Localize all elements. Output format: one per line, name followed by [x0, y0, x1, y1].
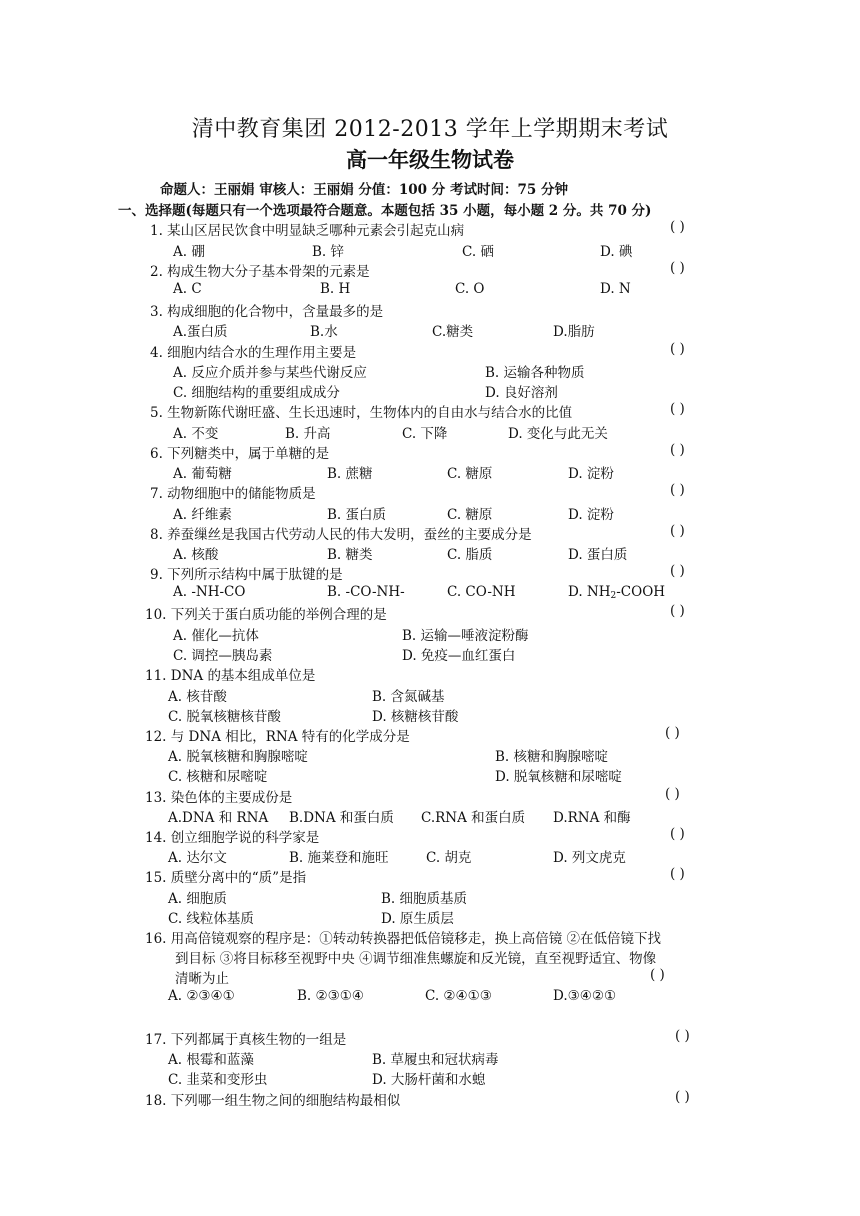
option-a: A. C	[173, 281, 202, 297]
answer-paren: ( )	[670, 219, 685, 235]
question-text: 12. 与 DNA 相比，RNA 特有的化学成分是	[145, 729, 410, 745]
option-b: B.DNA 和蛋白质	[289, 810, 394, 826]
answer-paren: ( )	[675, 1028, 690, 1044]
question-text: 15. 质壁分离中的“质”是指	[145, 870, 307, 886]
answer-paren: ( )	[670, 482, 685, 498]
option-d: D.RNA 和酶	[553, 810, 631, 826]
answer-paren: ( )	[670, 826, 685, 842]
option-d: D. 淀粉	[568, 466, 614, 482]
question-16-line-2: 到目标 ③将目标移至视野中央 ④调节细准焦螺旋和反光镜，直至视野适宜、物像	[175, 951, 657, 967]
question-text: 17. 下列都属于真核生物的一组是	[145, 1032, 347, 1048]
option-c: C. 糖原	[447, 507, 493, 523]
option-c: C. 胡克	[426, 850, 472, 866]
question-text: 2. 构成生物大分子基本骨架的元素是	[150, 264, 370, 280]
option-b: B.水	[310, 324, 338, 340]
answer-paren: ( )	[675, 1089, 690, 1105]
option-a: A. ②③④①	[168, 988, 235, 1004]
option-b: B. 运输各种物质	[485, 365, 585, 381]
question-text: 11. DNA 的基本组成单位是	[145, 668, 316, 684]
option-b: B. 草履虫和冠状病毒	[372, 1052, 499, 1068]
option-a: A. 反应介质并参与某些代谢反应	[173, 365, 367, 381]
option-b: B. 锌	[312, 244, 345, 260]
option-c: C.糖类	[432, 324, 474, 340]
option-c: C. 细胞结构的重要组成成分	[173, 385, 340, 401]
option-a: A. 葡萄糖	[173, 466, 232, 482]
option-c: C. O	[455, 281, 485, 297]
option-c: C. 脂质	[447, 547, 493, 563]
option-a: A. 硼	[173, 244, 205, 260]
question-16-line-3: 清晰为止	[175, 971, 229, 987]
option-a: A. 根霉和蓝藻	[168, 1052, 254, 1068]
option-a: A. 细胞质	[168, 891, 227, 907]
question-16-line-1: 16. 用高倍镜观察的程序是：①转动转换器把低倍镜移走，换上高倍镜 ②在低倍镜下找	[145, 931, 662, 947]
question-text: 7. 动物细胞中的储能物质是	[150, 486, 316, 502]
exam-authors-line: 命题人：王丽娟 审核人：王丽娟 分值：100 分 考试时间：75 分钟	[160, 182, 568, 198]
exam-title: 清中教育集团 2012-2013 学年上学期期末考试	[191, 117, 669, 142]
option-a: A. 催化—抗体	[173, 628, 259, 644]
option-d: D. 原生质层	[381, 911, 454, 927]
answer-paren: ( )	[670, 442, 685, 458]
option-a: A.DNA 和 RNA	[168, 810, 269, 826]
option-a: A. 核苷酸	[168, 689, 227, 705]
option-a: A. 纤维素	[173, 507, 232, 523]
option-b: B. 升高	[285, 426, 331, 442]
option-b: B. 细胞质基质	[381, 891, 468, 907]
option-d	[568, 584, 665, 601]
option-c: C. 调控—胰岛素	[173, 648, 273, 664]
option-c: C. 核糖和尿嘧啶	[168, 769, 268, 785]
option-c: C. 糖原	[447, 466, 493, 482]
option-c: C. 硒	[462, 244, 494, 260]
answer-paren: ( )	[670, 603, 685, 619]
answer-paren: ( )	[665, 725, 680, 741]
option-d: D. 大肠杆菌和水螅	[372, 1072, 486, 1088]
question-text: 6. 下列糖类中，属于单糖的是	[150, 446, 330, 462]
option-c: C. ②④①③	[425, 988, 492, 1004]
question-text: 9. 下列所示结构中属于肽键的是	[150, 567, 343, 583]
option-a: A. -NH-CO	[173, 584, 246, 600]
option-a: A.蛋白质	[173, 324, 228, 340]
question-text: 18. 下列哪一组生物之间的细胞结构最相似	[145, 1093, 401, 1109]
option-c: C. 脱氧核糖核苷酸	[168, 709, 281, 725]
option-b: B. ②③①④	[297, 988, 364, 1004]
option-d: D. 淀粉	[568, 507, 614, 523]
answer-paren: ( )	[665, 786, 680, 802]
option-d: D. 蛋白质	[568, 547, 628, 563]
option-d: D. 碘	[600, 244, 633, 260]
option-d-main: D. NH	[568, 584, 611, 600]
option-a: A. 达尔文	[168, 850, 227, 866]
option-d: D. 变化与此无关	[508, 426, 608, 442]
option-d: D. 免疫—血红蛋白	[402, 648, 516, 664]
option-d-tail: -COOH	[616, 584, 666, 600]
option-b: B. -CO-NH-	[327, 584, 405, 600]
question-text: 10. 下列关于蛋白质功能的举例合理的是	[145, 607, 387, 623]
option-d: D.③④②①	[553, 988, 617, 1004]
answer-paren: ( )	[670, 401, 685, 417]
option-c: C. CO-NH	[447, 584, 516, 600]
exam-subtitle: 高一年级生物试卷	[346, 147, 514, 172]
question-text: 1. 某山区居民饮食中明显缺乏哪种元素会引起克山病	[150, 223, 465, 239]
answer-paren: ( )	[650, 967, 665, 983]
option-d: D. 良好溶剂	[485, 385, 558, 401]
option-c: C. 线粒体基质	[168, 911, 254, 927]
question-text: 4. 细胞内结合水的生理作用主要是	[150, 345, 357, 361]
subscript: 2	[610, 591, 617, 601]
section-heading: 一、选择题(每题只有一个选项最符合题意。本题包括 35 小题，每小题 2 分。共 70 分)	[118, 203, 652, 219]
option-b: B. 运输—唾液淀粉酶	[402, 628, 529, 644]
question-text: 14. 创立细胞学说的科学家是	[145, 830, 320, 846]
option-b: B. 蛋白质	[327, 507, 387, 523]
option-b: B. 含氮碱基	[372, 689, 445, 705]
option-d: D.脂肪	[553, 324, 595, 340]
option-a: A. 核酸	[173, 547, 219, 563]
answer-paren: ( )	[670, 341, 685, 357]
option-d: D. N	[600, 281, 631, 297]
question-text: 13. 染色体的主要成份是	[145, 790, 293, 806]
option-a: A. 脱氧核糖和胸腺嘧啶	[168, 749, 308, 765]
option-c: C.RNA 和蛋白质	[421, 810, 526, 826]
option-d: D. 列文虎克	[553, 850, 626, 866]
option-b: B. 施莱登和施旺	[289, 850, 389, 866]
question-text: 8. 养蚕缫丝是我国古代劳动人民的伟大发明，蚕丝的主要成分是	[150, 527, 532, 543]
answer-paren: ( )	[670, 523, 685, 539]
question-text: 5. 生物新陈代谢旺盛、生长迅速时，生物体内的自由水与结合水的比值	[150, 405, 573, 421]
question-text: 3. 构成细胞的化合物中，含量最多的是	[150, 304, 384, 320]
option-a: A. 不变	[173, 426, 219, 442]
answer-paren: ( )	[670, 866, 685, 882]
option-b: B. 蔗糖	[327, 466, 373, 482]
option-d: D. 核糖核苷酸	[372, 709, 459, 725]
answer-paren: ( )	[670, 260, 685, 276]
option-c: C. 下降	[402, 426, 448, 442]
option-b: B. 核糖和胸腺嘧啶	[495, 749, 609, 765]
option-d: D. 脱氧核糖和尿嘧啶	[495, 769, 622, 785]
option-b: B. 糖类	[327, 547, 373, 563]
option-c: C. 韭菜和变形虫	[168, 1072, 268, 1088]
answer-paren: ( )	[670, 563, 685, 579]
option-b: B. H	[320, 281, 351, 297]
